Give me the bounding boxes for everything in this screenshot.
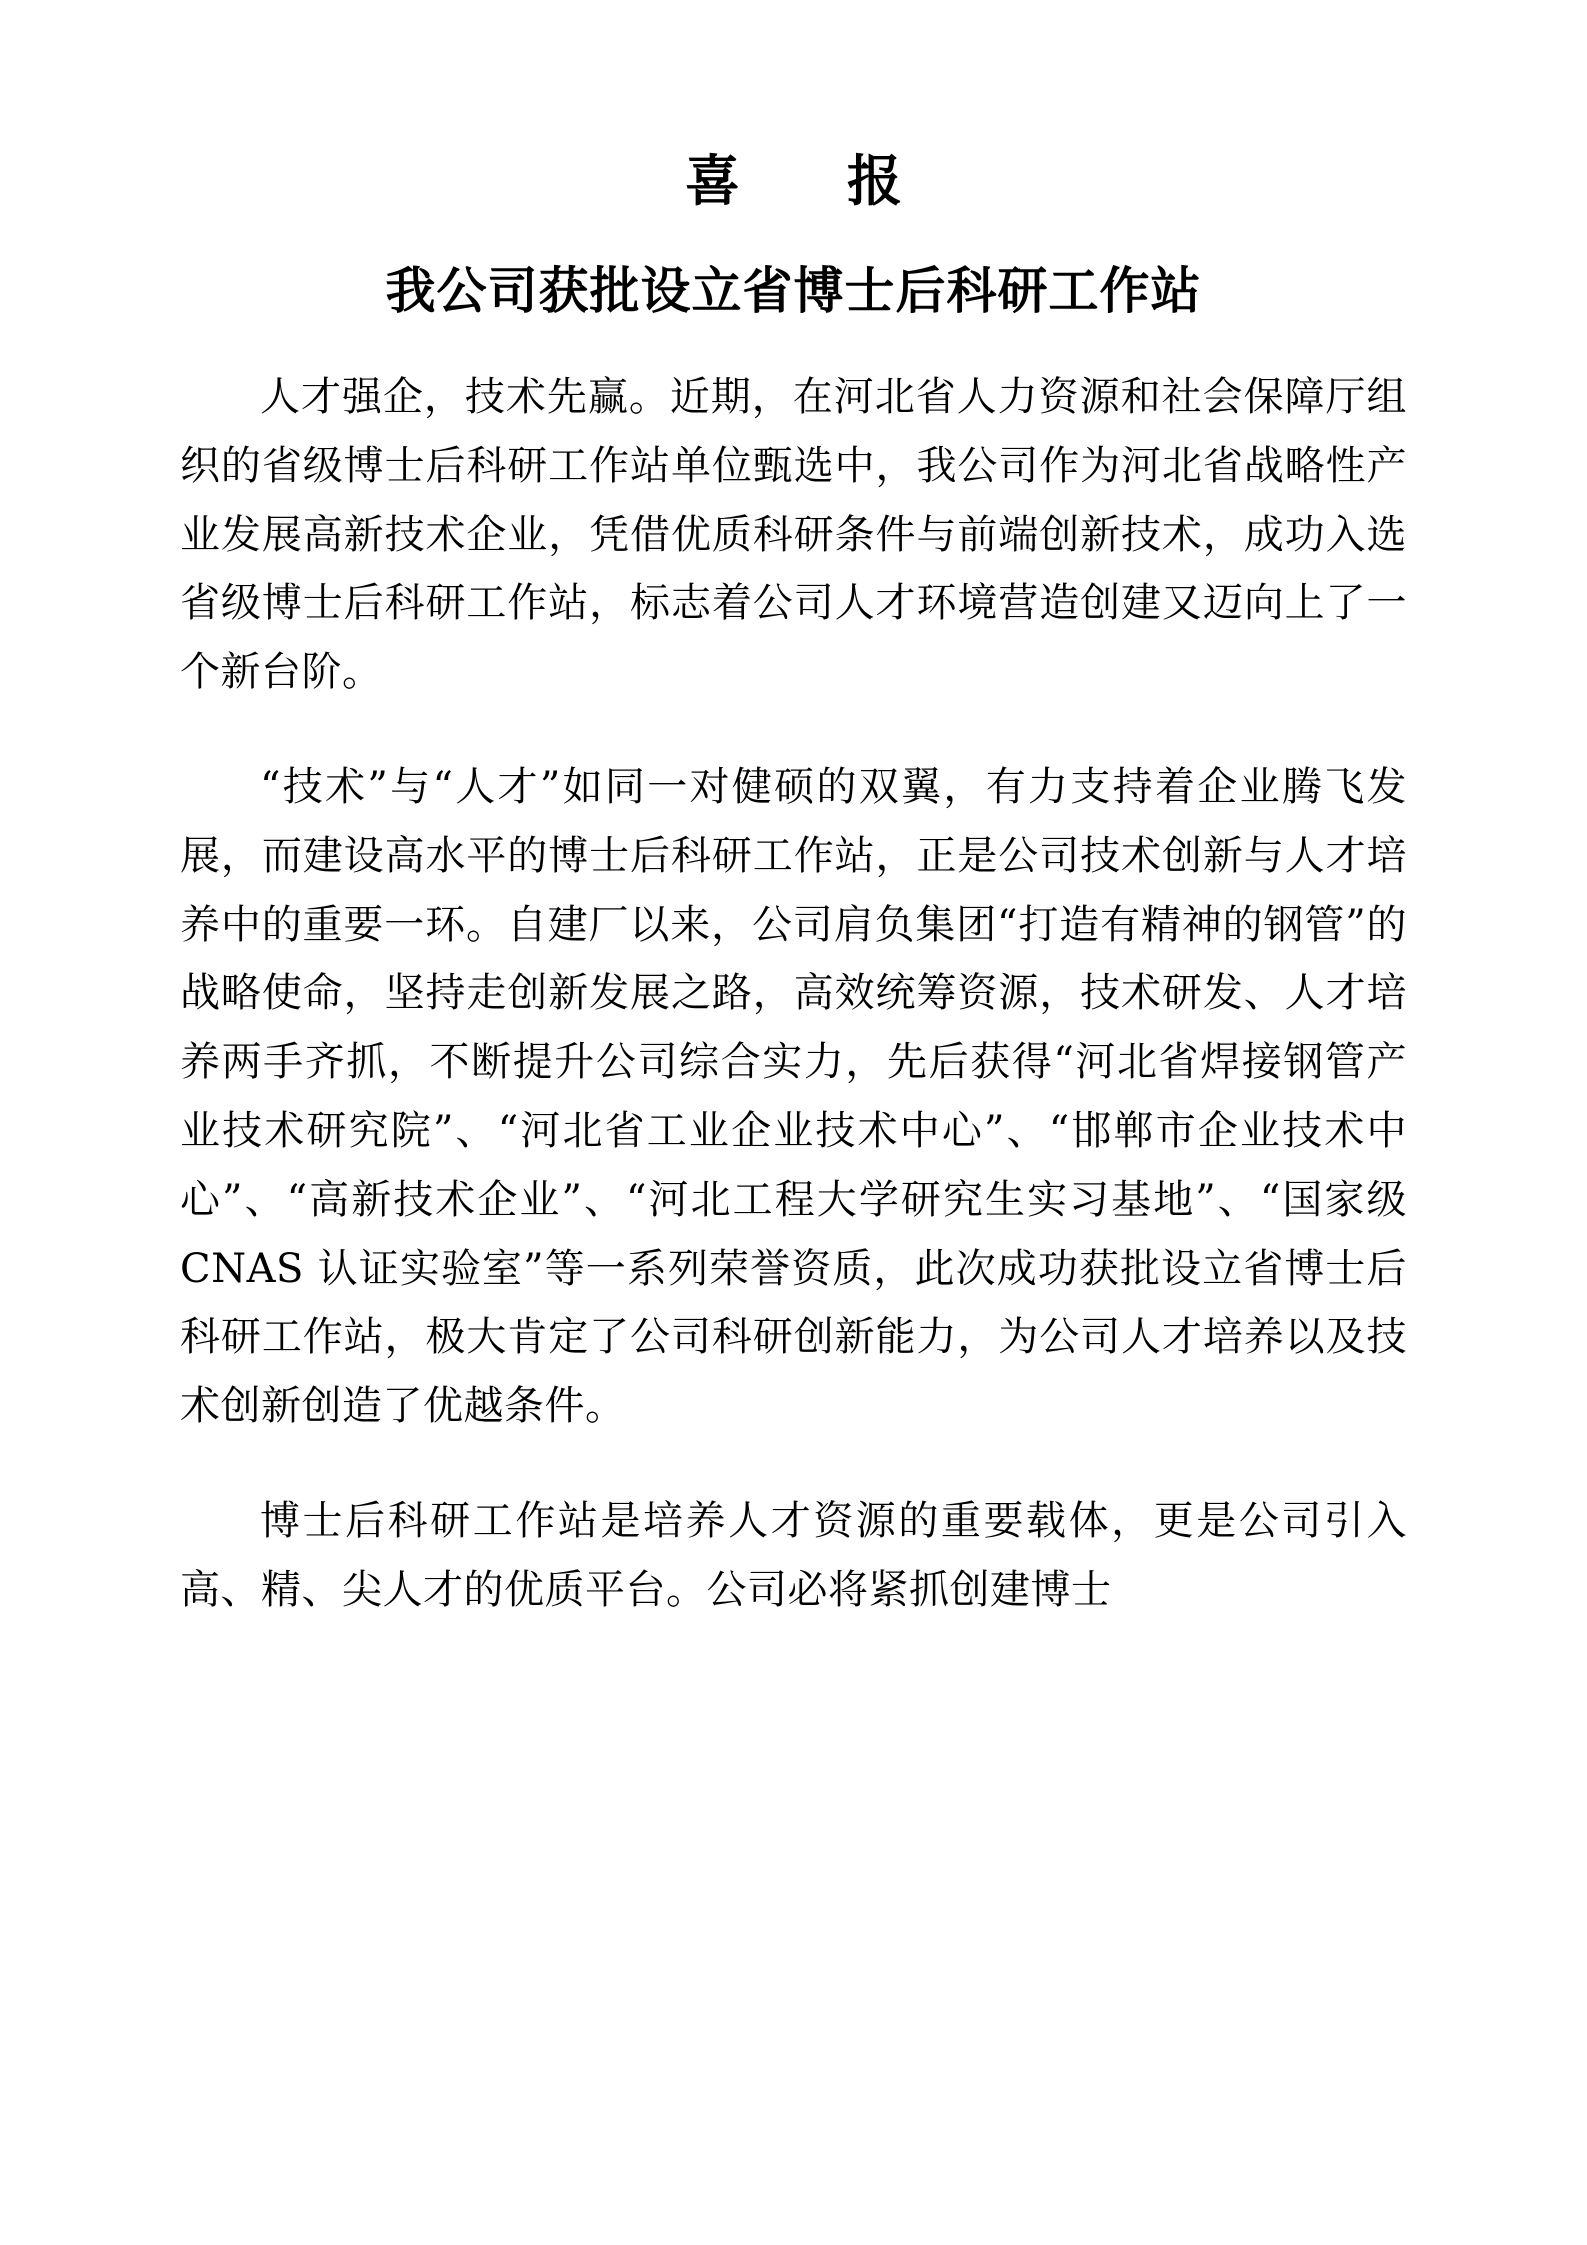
body-paragraph-2: “技术”与“人才”如同一对健硕的双翼，有力支持着企业腾飞发展，而建设高水平的博士后科研工作站，正是公司技术创新与人才培养中的重要一环。自建厂以来，公司肩负集团“打造有精神的钢管”的战略使命，坚持走创新发展之路，高效统筹资源，技术研发、人才培养两手齐抓，不断提升公司综合实力，先后获得“河北省焊接钢管产业技术研究院”、“河北省工业企业技术中心”、“邯郸市企业技术中心”、“高新技术企业”、“河北工程大学研究生实习基地”、“国家级 CNAS 认证实验室”等一系列荣誉资质，此次成功获批设立省博士后科研工作站，极大肯定了公司科研创新能力，为公司人才培养以及技术创新创造了优越条件。 [180,763,1407,1430]
page-subtitle: 我公司获批设立省博士后科研工作站 [385,261,1202,320]
body-paragraph-1: 人才强企，技术先赢。近期，在河北省人力资源和社会保障厅组织的省级博士后科研工作站单位甄选中，我公司作为河北省战略性产业发展高新技术企业，凭借优质科研条件与前端创新技术，成功入选省级博士后科研工作站，标志着公司人才环境营造创建又迈向上了一个新台阶。 [180,374,1407,696]
body-paragraph-3: 博士后科研工作站是培养人才资源的重要载体，更是公司引入高、精、尖人才的优质平台。公司必将紧抓创建博士 [180,1497,1407,1613]
page-title: 喜 报 [684,149,928,213]
